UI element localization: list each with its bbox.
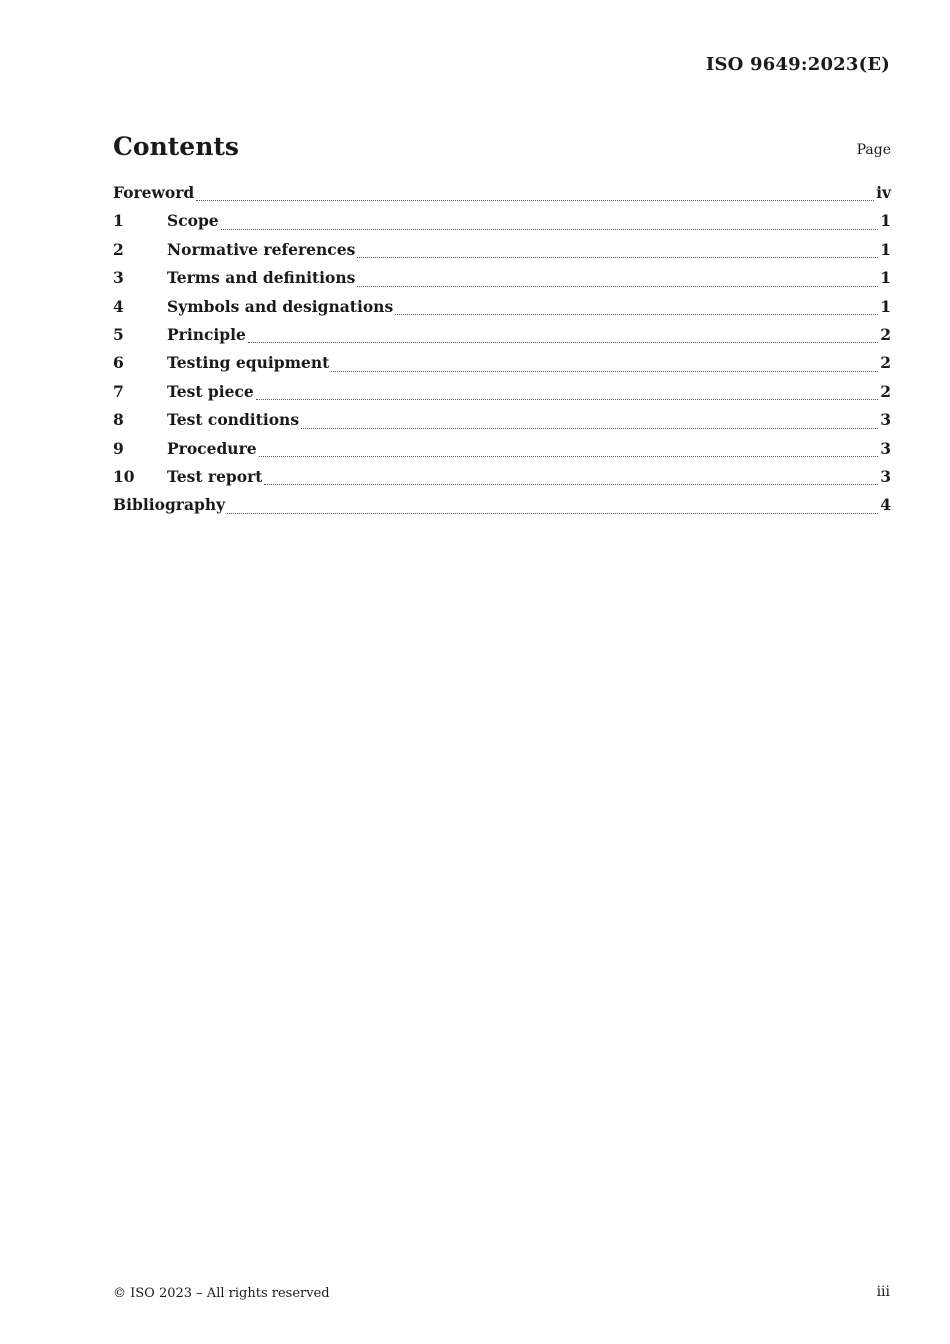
toc-entry-page: iv	[876, 183, 891, 202]
toc-entry-bibliography[interactable]	[113, 495, 891, 523]
document-id: ISO 9649:2023(E)	[705, 54, 890, 75]
toc-entry-title: Procedure	[167, 438, 257, 458]
page-column-label: Page	[856, 142, 891, 158]
toc-entry-page: 2	[880, 324, 891, 344]
toc-entry-page: 2	[880, 353, 891, 373]
toc-entry-procedure[interactable]	[113, 439, 891, 467]
toc-entry-number: 8	[113, 410, 124, 430]
toc-entry-testing-equipment[interactable]	[113, 353, 891, 381]
toc-entry-page: 3	[880, 466, 891, 486]
footer-page-number: iii	[876, 1284, 890, 1300]
contents-header	[113, 132, 891, 166]
toc-entry-number: 9	[113, 438, 124, 458]
toc-entry-number: 6	[113, 353, 124, 373]
toc-entry-test-piece[interactable]	[113, 382, 891, 410]
toc-entry-title: Scope	[167, 211, 219, 231]
toc-entry-symbols-and-designations[interactable]	[113, 297, 891, 325]
contents-title: Contents	[113, 132, 240, 161]
toc-dot-leader	[248, 342, 878, 343]
toc-entry-title: Test conditions	[167, 410, 300, 430]
toc-entry-page: 3	[880, 410, 891, 430]
toc-dot-leader	[227, 513, 878, 514]
toc-entry-foreword[interactable]	[113, 183, 891, 211]
toc-entry-title: Symbols and designations	[167, 296, 394, 316]
toc-entry-title: Terms and definitions	[167, 268, 356, 288]
toc-dot-leader	[196, 200, 874, 201]
toc-entry-title: Principle	[167, 324, 246, 344]
toc-entry-principle[interactable]	[113, 325, 891, 353]
toc-entry-title: Testing equipment	[167, 353, 330, 373]
toc-entry-scope[interactable]	[113, 211, 891, 239]
toc-dot-leader	[395, 314, 878, 315]
toc-entry-title: Test report	[167, 466, 263, 486]
toc-dot-leader	[264, 484, 878, 485]
toc-entry-page: 1	[880, 268, 891, 288]
toc-dot-leader	[221, 229, 879, 230]
toc-entry-number: 7	[113, 381, 124, 401]
toc-entry-number: 5	[113, 324, 124, 344]
toc-entry-page: 1	[880, 296, 891, 316]
footer-copyright: © ISO 2023 – All rights reserved	[113, 1286, 330, 1301]
toc-dot-leader	[357, 257, 878, 258]
toc-entry-number: 2	[113, 239, 124, 259]
table-of-contents	[113, 183, 891, 524]
toc-entry-test-conditions[interactable]	[113, 410, 891, 438]
toc-entry-title: Foreword	[113, 183, 195, 202]
toc-entry-page: 3	[880, 438, 891, 458]
toc-entry-page: 4	[880, 495, 891, 515]
toc-entry-test-report[interactable]	[113, 467, 891, 495]
toc-entry-number: 10	[113, 466, 135, 486]
toc-dot-leader	[256, 399, 878, 400]
toc-entry-title: Bibliography	[113, 495, 226, 515]
toc-entry-page: 1	[880, 211, 891, 231]
toc-dot-leader	[357, 286, 878, 287]
toc-entry-number: 1	[113, 211, 124, 231]
toc-dot-leader	[301, 428, 878, 429]
toc-entry-number: 3	[113, 268, 124, 288]
toc-entry-title: Test piece	[167, 381, 254, 401]
toc-entry-title: Normative references	[167, 239, 356, 259]
toc-entry-page: 1	[880, 239, 891, 259]
toc-dot-leader	[259, 456, 879, 457]
toc-entry-page: 2	[880, 381, 891, 401]
toc-dot-leader	[331, 371, 878, 372]
toc-entry-terms-and-definitions[interactable]	[113, 268, 891, 296]
toc-entry-number: 4	[113, 296, 124, 316]
toc-entry-normative-references[interactable]	[113, 240, 891, 268]
